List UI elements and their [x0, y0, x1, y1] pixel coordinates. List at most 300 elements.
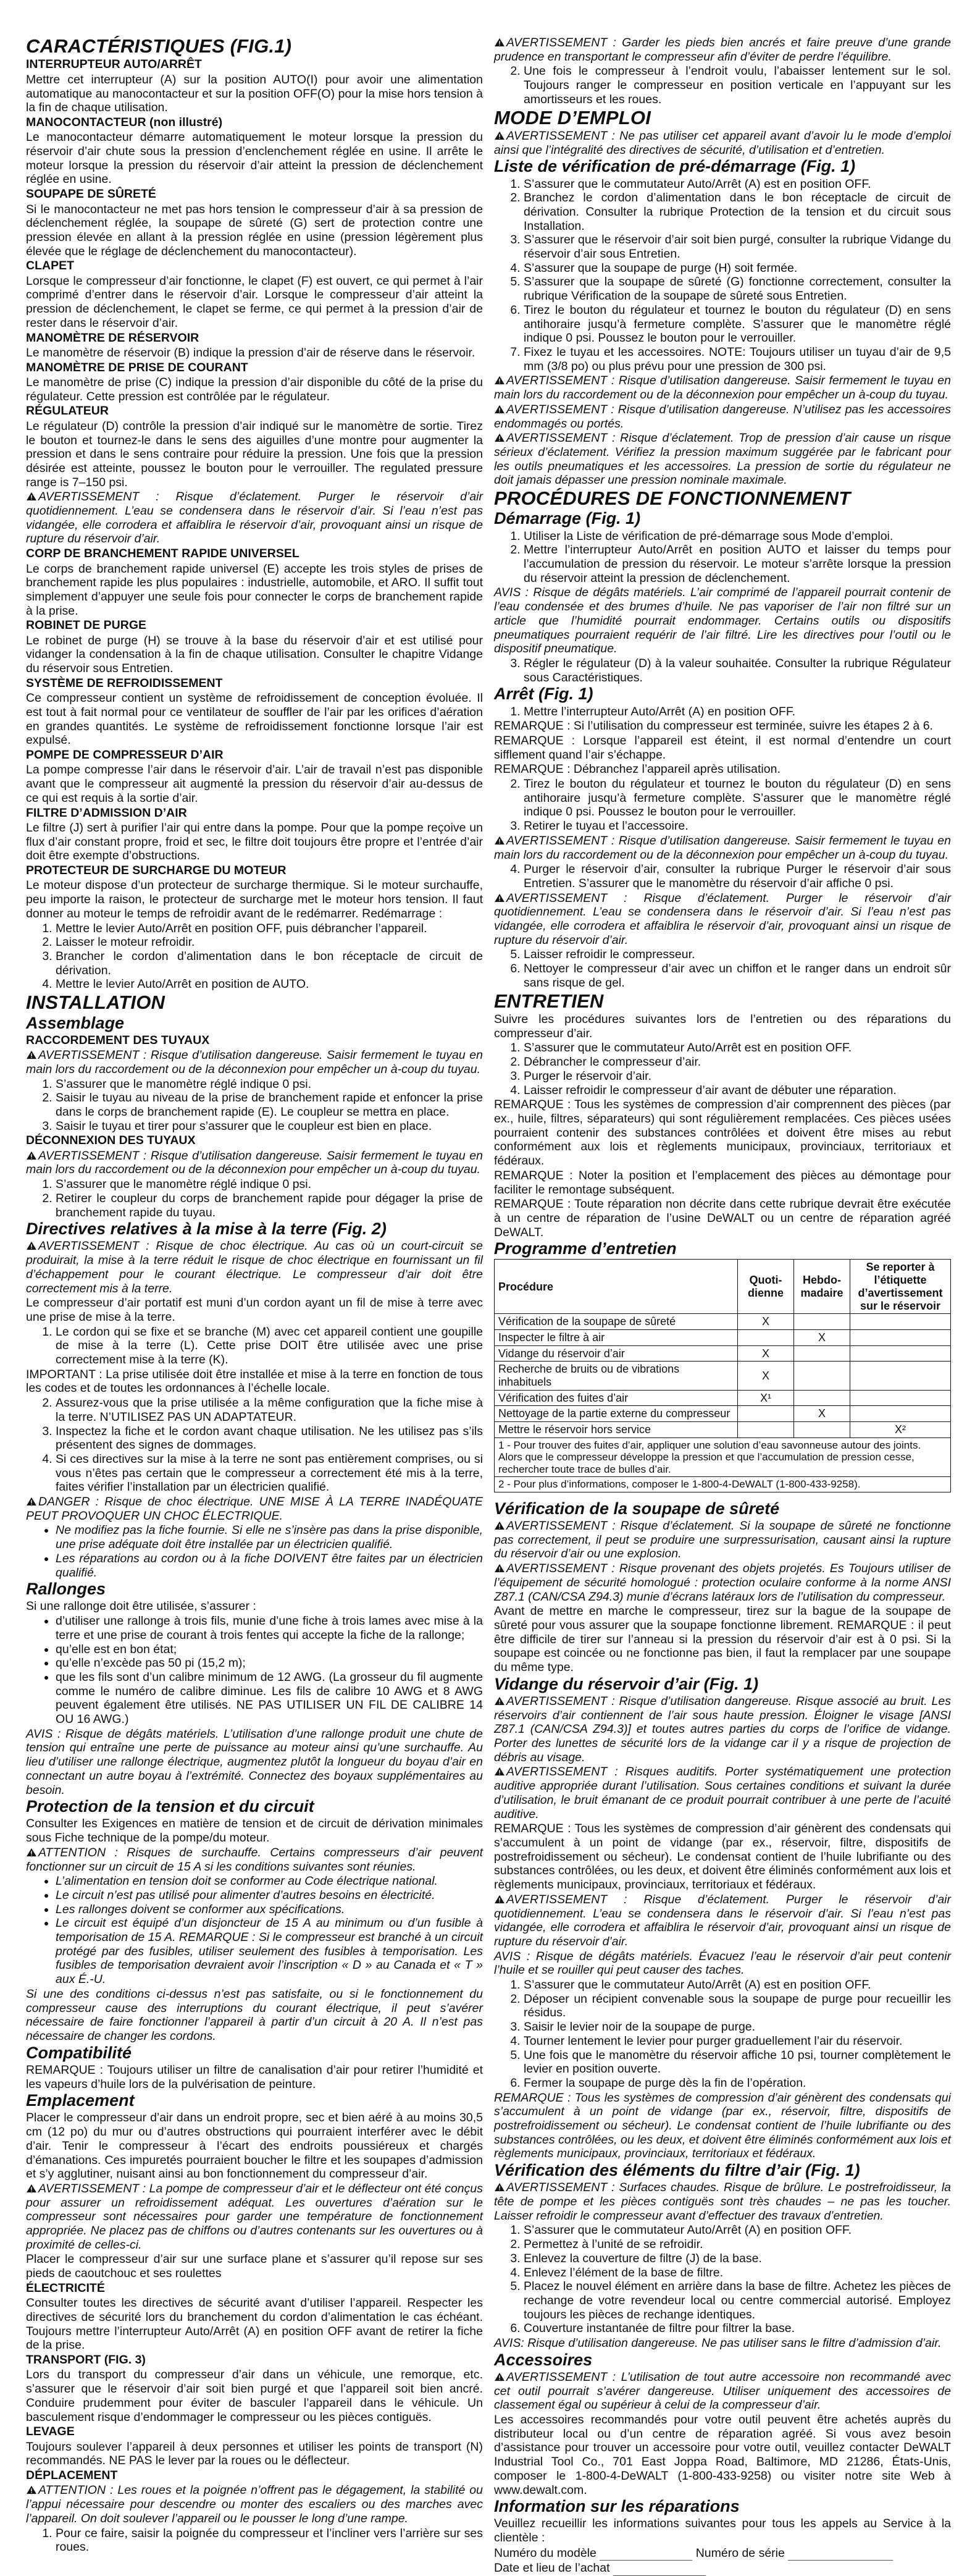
paragraph-text: AVIS : Risque de dégâts matériels. L’utilisation d’une rallonge produit une chute de tension qui entraîne une perte de puissance au moteur ainsi qu’une surchauffe. Au lieu d’utiliser une rallonge électrique, augmentez plutôt la longueur du boyau d’air en connectant un autre boyau à l’extrémité. Connectez des boyaux supplémentaires au besoin.: [26, 1727, 483, 1797]
list-item: 1. Utiliser la Liste de vérification de pré-démarrage sous Mode d’emploi.: [524, 529, 951, 544]
list-item: 2. Débrancher le compresseur d’air.: [524, 1055, 951, 1069]
warning-paragraph: [494, 2370, 951, 2412]
paragraph-text: Le filtre (J) sert à purifier l’air qui entre dans la pompe. Pour que la pompe reçoive un flux d’air constant propre, froid et sec, le filtre doit toujours être propre et l’entrée d’air doit être exempte d’obstructions.: [26, 820, 483, 863]
model-number-label: Numéro du modèle: [494, 2546, 597, 2560]
list-item: 4. Mettre le levier Auto/Arrêt en position de AUTO.: [56, 977, 483, 991]
paragraph-text: Si le manocontacteur ne met pas hors tension le compresseur d’air à sa pression de déclenchement réglée, la soupape de sûreté (G) sert de protection contre une pression élevée en allant à la pression réglée en usine (pression légèrement plus élevée que le réglage de déclenchement du manocontacteur).: [26, 202, 483, 258]
paragraph-text: ATTENTION : Risques de surchauffe. Certains compresseurs d’air peuvent fonctionner sur un circuit de 15 A si les conditions suivantes sont réunies.: [26, 1845, 483, 1874]
paragraph-text: AVERTISSEMENT : Ne pas utiliser cet appareil avant d’avoir lu le mode d’emploi ainsi que l’intégralité des directives de sécurité, d’utilisation et d’entretien.: [494, 128, 951, 157]
warning-paragraph: [494, 374, 951, 402]
body-paragraph: [494, 1098, 951, 1168]
list-item: 3. Retirer le tuyau et l’accessoire.: [524, 819, 951, 833]
table-cell-procedure: Recherche de bruits ou de vibrations inhabituels: [495, 1362, 738, 1390]
paragraph-text: Le compresseur d’air portatif est muni d’un cordon ayant un fil de mise à terre avec une prise de mise à la terre.: [26, 1296, 483, 1324]
warning-paragraph: [494, 1694, 951, 1765]
body-paragraph: [26, 562, 483, 618]
section-heading: Information sur les réparations: [494, 2497, 740, 2516]
list-item: 4. Laisser refroidir le compresseur d’air avant de débuter une réparation.: [524, 1084, 951, 1098]
body-paragraph: [494, 1604, 951, 1675]
list-item: 5. Placez le nouvel élément en arrière dans la base de filtre. Achetez les pièces de rechange de votre revendeur local ou centre commercial autorisé. Employez toujours les pièces de rechange identiques.: [524, 2279, 951, 2321]
table-cell-mark: X: [738, 1362, 794, 1390]
table-cell-mark: [850, 1390, 951, 1406]
section-heading: PROCÉDURES DE FONCTIONNEMENT: [494, 487, 851, 510]
list-item: 2. Permettez à l’unité de se refroidir.: [524, 2237, 951, 2252]
list-item: 3. Régler le régulateur (D) à la valeur souhaitée. Consulter la rubrique Régulateur sous Caractéristiques.: [524, 657, 951, 684]
list-item: 1. Mettre le levier Auto/Arrêt en position OFF, puis débrancher l’appareil.: [56, 922, 483, 936]
subsection-heading: RACCORDEMENT DES TUYAUX: [26, 1033, 210, 1047]
warning-triangle-icon: [26, 1050, 37, 1059]
list-item: 3. Brancher le cordon d’alimentation dans le bon réceptacle de circuit de dérivation.: [56, 949, 483, 977]
section-heading: CARACTÉRISTIQUES (FIG.1): [26, 35, 292, 57]
bullet-list: [26, 1614, 483, 1727]
body-paragraph: [26, 130, 483, 187]
service-info-row-1: [494, 2546, 951, 2561]
body-paragraph: [494, 2091, 951, 2161]
table-row: [495, 1362, 951, 1390]
paragraph-text: AVERTISSEMENT : Surfaces chaudes. Risque de brûlure. Le postrefroidisseur, la tête de pompe et les pièces contiguës sont très chaudes – ne pas les toucher. Laisser refroidir le compresseur avant d’effectuer des travaux d’entretien.: [494, 2181, 951, 2223]
numbered-list: [494, 1041, 951, 1097]
table-row: [495, 1422, 951, 1438]
table-row: [495, 1345, 951, 1362]
list-item: 2. Déposer un récipient convenable sous la soupape de purge pour recueillir les résidus.: [524, 1992, 951, 2020]
paragraph-text: REMARQUE : Toute réparation non décrite dans cette rubrique devrait être exécutée à un centre de réparation de l’usine DeWALT ou un centre de réparation agréé DeWALT.: [494, 1197, 951, 1239]
numbered-list: [494, 2223, 951, 2336]
table-cell-procedure: Vérification des fuites d’air: [495, 1390, 738, 1406]
paragraph-text: Toujours soulever l’appareil à deux personnes et utiliser les points de transport (N) recommandés. NE PAS le lever par la roues ou le déflecteur.: [26, 2439, 483, 2468]
subsection-heading: TRANSPORT (FIG. 3): [26, 2353, 146, 2367]
paragraph-text: Lorsque le compresseur d’air fonctionne, le clapet (F) est ouvert, ce qui permet à l’air comprimé d’entrer dans le réservoir d’air. Lorsque le compresseur d’air atteint la pression de déclenchement, le clapet se ferme, ce qui permet à la pression d’air de rester dans le réservoir d’air.: [26, 274, 483, 330]
subsection-heading: CORP DE BRANCHEMENT RAPIDE UNIVERSEL: [26, 547, 299, 561]
paragraph-text: AVERTISSEMENT : Risques auditifs. Porter systématiquement une protection auditive appropriée durant l’utilisation. Sous certaines conditions et suivant la durée d’utilisation, le bruit émanant de ce produit pourrait contribuer à une perte de l’acuité auditive.: [494, 1765, 951, 1821]
body-paragraph: [26, 763, 483, 805]
section-heading: Liste de vérification de pré-démarrage (Fig. 1): [494, 157, 856, 176]
paragraph-text: AVERTISSEMENT : Risque d’utilisation dangereuse. Saisir fermement le tuyau en main lors du raccordement ou de la déconnexion pour empêcher un à-coup du tuyau.: [494, 833, 951, 862]
warning-triangle-icon: [494, 1767, 505, 1776]
body-paragraph: [26, 274, 483, 330]
paragraph-text: REMARQUE : Lorsque l’appareil est éteint, il est normal d’entendre un court sifflement quand l’air s’échappe.: [494, 733, 951, 762]
warning-paragraph: [26, 1239, 483, 1295]
paragraph-text: AVERTISSEMENT : Risque d’utilisation dangereuse. Risque associé au bruit. Les réservoirs d’air contiennent de l’air sous haute pression. Éloigner le visage [ANSI Z87.1 (CAN/CSA Z94.3)] et toutes autres parties du corps de l’orifice de vidange. Porter des lunettes de sécurité lors de la vidange car il y a risque de projection de débris au visage.: [494, 1694, 951, 1764]
paragraph-text: REMARQUE : Tous les systèmes de compression d’air comprennent des pièces (par ex., huile, filtres, séparateurs) qui sont régulièrement remplacées. Ces pièces usées pourraient contenir des substances contrôlées et doivent être mises au rebut conformément aux lois et règlements municipaux, provinciaux, territoriaux et fédéraux.: [494, 1098, 951, 1168]
subsection-heading: MANOMÈTRE DE PRISE DE COURANT: [26, 360, 248, 374]
paragraph-text: REMARQUE : Si l’utilisation du compresseur est terminée, suivre les étapes 2 à 6.: [494, 719, 933, 733]
list-item: • qu’elle n’excède pas 50 pi (15,2 m);: [56, 1656, 483, 1670]
subsection-heading: SOUPAPE DE SÛRETÉ: [26, 187, 156, 201]
table-row: [495, 1314, 951, 1330]
list-item: • Les rallonges doivent se conformer aux spécifications.: [56, 1903, 483, 1917]
subsection-heading: CLAPET: [26, 259, 74, 273]
body-paragraph: [26, 1599, 483, 1614]
section-heading: Vérification de la soupape de sûreté: [494, 1499, 780, 1518]
numbered-list: [494, 177, 951, 374]
section-heading: Vidange du réservoir d’air (Fig. 1): [494, 1674, 759, 1693]
warning-paragraph: [494, 834, 951, 862]
paragraph-text: Le manocontacteur démarre automatiquement le moteur lorsque la pression du réservoir d’air chute sous la pression d’enclenchement réglée en usine. Il arrête le moteur lorsque la pression du réservoir d’air atteint la pression de déclenchement réglée en usine.: [26, 130, 483, 187]
section-heading: Compatibilité: [26, 2043, 132, 2062]
section-heading: Protection de la tension et du circuit: [26, 1797, 314, 1816]
body-paragraph: [494, 2336, 951, 2351]
warning-triangle-icon: [494, 405, 505, 414]
table-footnote: 2 - Pour plus d’informations, composer le 1-800-4-DeWALT (1-800-433-9258).: [495, 1477, 951, 1492]
schedule-header-daily: Quoti-dienne: [738, 1260, 794, 1314]
section-heading: Arrêt (Fig. 1): [494, 684, 593, 704]
body-paragraph: [26, 1727, 483, 1798]
subsection-heading: RÉGULATEUR: [26, 404, 109, 418]
paragraph-text: AVERTISSEMENT : Risque d’utilisation dangereuse. Saisir fermement le tuyau en main lors du raccordement ou de la déconnexion pour empêcher un à-coup du tuyau.: [494, 374, 951, 402]
paragraph-text: Consulter les Exigences en matière de tension et de circuit de dérivation minimales sous Fiche technique de la pompe/du moteur.: [26, 1817, 483, 1845]
section-heading: Démarrage (Fig. 1): [494, 509, 641, 528]
subsection-heading: LEVAGE: [26, 2425, 75, 2439]
paragraph-text: AVERTISSEMENT : Risque de choc électrique. Au cas où un court-circuit se produirait, la mise à la terre réduit le risque de choc électrique en fournissant un fil d’échappement pour le courant électrique. Le compresseur d’air doit être correctement mis à la terre.: [26, 1239, 483, 1295]
schedule-header-row: [495, 1260, 951, 1314]
paragraph-text: AVERTISSEMENT : Risque d’éclatement. Purger le réservoir d’air quotidiennement. L’eau se condensera dans le réservoir d’air. Si l’eau n’est pas vidangée, elle corrodera et affaiblira le réservoir d’air, provoquant ainsi un risque de rupture du réservoir d’air.: [494, 891, 951, 947]
warning-triangle-icon: [26, 1241, 37, 1250]
body-paragraph: [494, 1169, 951, 1197]
table-row: [495, 1406, 951, 1422]
paragraph-text: REMARQUE : Débranchez l’appareil après utilisation.: [494, 762, 781, 777]
subsection-heading: PROTECTEUR DE SURCHARGE DU MOTEUR: [26, 864, 287, 878]
list-item: 1. S’assurer que le commutateur Auto/Arrêt est en position OFF.: [524, 1041, 951, 1055]
paragraph-text: Le moteur dispose d’un protecteur de surcharge thermique. Si le moteur surchauffe, peu importe la raison, le protecteur de surcharge met le moteur hors tension. Il faut donner au moteur le temps de refroidir avant de le redémarrer. Redémarrage :: [26, 878, 483, 920]
body-paragraph: [26, 1817, 483, 1845]
warning-paragraph: [26, 2483, 483, 2525]
warning-paragraph: [494, 891, 951, 948]
serial-number-label: Numéro de série: [695, 2546, 785, 2560]
paragraph-text: AVERTISSEMENT : La pompe de compresseur d’air et le déflecteur ont été conçus pour assurer un refroidissement adéquat. Les ouvertures d’aération sur le compresseur sont nécessaires pour garder une température de fonctionnement appropriée. Ne placez pas de chiffons ou d’autres contenants sur les ouvertures ou à proximité de celles-ci.: [26, 2181, 483, 2252]
warning-triangle-icon: [494, 1895, 505, 1904]
schedule-header-weekly: Hebdo-madaire: [794, 1260, 850, 1314]
paragraph-text: Placer le compresseur d’air dans un endroit propre, sec et bien aéré à au moins 30,5 cm (12 po) du mur ou d’autres obstructions qui pourraient interférer avec le débit d’air. Tenir le compresseur à l’écart des endroits poussiéreux et chargés d’émanations. Ces impuretés pourraient boucher le filtre et les soupapes d’admission et s’y agglutiner, nuisant ainsi au bon fonctionnement du compresseur d’air.: [26, 2111, 483, 2181]
body-paragraph: [494, 586, 951, 656]
warning-triangle-icon: [494, 2182, 505, 2192]
body-paragraph: [26, 1296, 483, 1324]
bullet-list: [26, 1874, 483, 1987]
table-row: [495, 1329, 951, 1345]
table-cell-mark: [794, 1362, 850, 1390]
subsection-heading: MANOCONTACTEUR (non illustré): [26, 115, 223, 129]
table-note-row: [495, 1477, 951, 1492]
body-paragraph: [26, 376, 483, 403]
paragraph-text: AVERTISSEMENT : Risque d’éclatement. Purger le réservoir d’air quotidiennement. L’eau se condensera dans le réservoir d’air. Si l’eau n’est pas vidangée, elle corrodera et affaiblira le réservoir d’air, provoquant ainsi un risque de rupture du réservoir d’air.: [494, 1892, 951, 1948]
section-heading: Programme d’entretien: [494, 1239, 677, 1258]
warning-paragraph: [494, 36, 951, 64]
table-cell-mark: [850, 1329, 951, 1345]
paragraph-text: Consulter toutes les directives de sécurité avant d’utiliser l’appareil. Respecter les directives de sécurité lors du branchement du cordon d’alimentation le cas échéant. Toujours mettre l’interrupteur Auto/Arrêt (A) en position OFF avant de retirer la fiche de la prise.: [26, 2296, 483, 2352]
list-item: 5. S’assurer que la soupape de sûreté (G) fonctionne correctement, consulter la rubrique Vérification de la soupape de sûreté sous Entretien.: [524, 275, 951, 303]
subsection-heading: DÉCONNEXION DES TUYAUX: [26, 1134, 196, 1148]
table-cell-mark: X²: [850, 1422, 951, 1438]
warning-paragraph: [494, 1893, 951, 1949]
paragraph-text: AVIS: Risque d’utilisation dangereuse. Ne pas utiliser sans le filtre d’admission d’air.: [494, 2336, 942, 2351]
paragraph-text: REMARQUE : Toujours utiliser un filtre de canalisation d’air pour retirer l’humidité et les vapeurs d’huile lors de la pulvérisation de peinture.: [26, 2063, 483, 2091]
warning-paragraph: [26, 1048, 483, 1076]
body-paragraph: [494, 762, 951, 777]
schedule-body: [495, 1314, 951, 1492]
numbered-list: [494, 862, 951, 890]
paragraph-text: AVIS : Risque de dégâts matériels. L’air comprimé de l’appareil pourrait contenir de l’eau condensée et des brumes d’huile. Ne pas vaporiser de l’air non filtré sur un article que l’humidité pourrait endommager. Certains outils ou dispositifs pneumatiques pourraient requérir de l’air filtré. Lire les directives pour l’outil ou le dispositif pneumatique.: [494, 586, 951, 656]
paragraph-text: AVERTISSEMENT : Risque d’utilisation dangereuse. N’utilisez pas les accessoires endommagés ou portés.: [494, 402, 951, 431]
numbered-list: [494, 705, 951, 719]
table-row: [495, 1390, 951, 1406]
numbered-list: [26, 1325, 483, 1367]
warning-triangle-icon: [494, 1521, 505, 1530]
list-item: 2. Assurez-vous que la prise utilisée a la même configuration que la fiche mise à la terre. N’UTILISEZ PAS UN ADAPTATEUR.: [56, 1396, 483, 1424]
section-heading: Assemblage: [26, 1013, 125, 1032]
list-item: • qu’elle est en bon état;: [56, 1643, 483, 1657]
section-heading: Emplacement: [26, 2091, 135, 2110]
table-cell-mark: [794, 1314, 850, 1330]
service-info-row-2: [494, 2561, 951, 2575]
warning-triangle-icon: [494, 38, 505, 47]
warning-paragraph: [26, 1495, 483, 1523]
subsection-heading: ROBINET DE PURGE: [26, 618, 147, 633]
warning-triangle-icon: [494, 376, 505, 385]
serial-number-blank[interactable]: [788, 2549, 893, 2561]
table-cell-mark: [850, 1362, 951, 1390]
service-info-fields: [494, 2546, 951, 2576]
list-item: 4. Si ces directives sur la mise à la terre ne sont pas entièrement comprises, ou si vous n’êtes pas certain que le compresseur a correctement été mis à la terre, faites vérifier l’installation par un électricien qualifié.: [56, 1452, 483, 1494]
body-paragraph: [494, 2413, 951, 2497]
paragraph-text: Si une des conditions ci-dessus n’est pas satisfaite, ou si le fonctionnement du compresseur cause des interruptions du courant électrique, il peut s’avérer nécessaire de faire fonctionner l’appareil à partir d’un circuit à 20 A. Il n’est pas nécessaire de changer les cordons.: [26, 1987, 483, 2043]
table-cell-mark: [850, 1406, 951, 1422]
table-cell-mark: [738, 1406, 794, 1422]
list-item: 5. Laisser refroidir le compresseur.: [524, 948, 951, 962]
paragraph-text: Les accessoires recommandés pour votre outil peuvent être achetés auprès du distributeur local ou d’un centre de réparation agréé. Si vous avez besoin d’assistance pour trouver un accessoire pour votre outil, veuillez contacter DeWALT Industrial Tool Co., 701 East Joppa Road, Baltimore, MD 21286, États-Unis, composer le 1-800-4-DeWALT (1-800-433-9258) ou visiter notre site Web à www.dewalt.com.: [494, 2413, 951, 2497]
list-item: 4. Tourner lentement le levier pour purger graduellement l’air du réservoir.: [524, 2034, 951, 2048]
body-paragraph: [26, 2368, 483, 2424]
body-paragraph: [26, 2111, 483, 2181]
list-item: 2. Retirer le coupleur du corps de branchement rapide pour dégager la prise de branchement rapide du tuyau.: [56, 1192, 483, 1219]
table-cell-mark: [850, 1314, 951, 1330]
section-heading: ENTRETIEN: [494, 990, 604, 1012]
paragraph-text: Placer le compresseur d’air sur une surface plane et s’assurer qu’il repose sur ses pieds de caoutchouc et ses roulettes: [26, 2252, 483, 2281]
table-cell-procedure: Vidange du réservoir d’air: [495, 1345, 738, 1362]
table-cell-mark: X¹: [738, 1390, 794, 1406]
list-item: 3. S’assurer que le réservoir d’air soit bien purgé, consulter la rubrique Vidange du réservoir d’air sous Entretien.: [524, 233, 951, 261]
paragraph-text: Le régulateur (D) contrôle la pression d’air indiqué sur le manomètre de sortie. Tirez le bouton et tournez-le dans le sens des aiguilles d’une montre pour augmenter la pression et dans le sens contraire pour réduire la pression. Une fois que la pression désirée est atteinte, poussez le bouton pour le verrouiller. The regulated pressure range is 7–150 psi.: [26, 419, 483, 489]
right-column-bottom: [494, 1500, 951, 2545]
warning-triangle-icon: [494, 1696, 505, 1706]
table-cell-procedure: Nettoyage de la partie externe du compresseur: [495, 1406, 738, 1422]
list-item: 1. S’assurer que le commutateur Auto/Arrêt (A) est en position OFF.: [524, 177, 951, 192]
table-cell-procedure: Inspecter le filtre à air: [495, 1329, 738, 1345]
list-item: • Le circuit est équipé d’un disjoncteur de 15 A au minimum ou d’un fusible à temporisation de 15 A. REMARQUE : Si le compresseur est branché à un circuit protégé par des fusibles, utiliser seulement des fusibles à temporisation. Les fusibles de temporisation devraient avoir l’inscription « D » au Canada et « T » aux É.-U.: [56, 1916, 483, 1987]
section-heading: Accessoires: [494, 2350, 593, 2369]
warning-paragraph: [494, 2181, 951, 2223]
paragraph-text: AVERTISSEMENT : Risque d’éclatement. Purger le réservoir d’air quotidiennement. L’eau se condensera dans le réservoir d’air. Si l’eau n’est pas vidangée, elle corrodera et affaiblira le réservoir d’air, provoquant ainsi un risque de rupture du réservoir d’air.: [26, 490, 483, 546]
body-paragraph: [26, 1368, 483, 1395]
list-item: • d’utiliser une rallonge à trois fils, munie d’une fiche à trois lames avec mise à la terre et une prise de courant à trois fentes qui accepte la fiche de la rallonge;: [56, 1614, 483, 1642]
paragraph-text: Veuillez recueillir les informations suivantes pour tous les appels au Service à la clientèle :: [494, 2517, 951, 2545]
paragraph-text: AVERTISSEMENT : Garder les pieds bien ancrés et faire preuve d’une grande prudence en transportant le compresseur afin d’éviter de perdre l’équilibre.: [494, 36, 951, 64]
list-item: 3. Enlevez la couverture de filtre (J) de la base.: [524, 2252, 951, 2266]
table-cell-mark: [738, 1329, 794, 1345]
paragraph-text: Le corps de branchement rapide universel (E) accepte les trois styles de prises de branchement rapide les plus populaires : industrielle, automobile, et ARO. Il suffit tout simplement d’appuyer une seule fois pour connecter le corps de branchement rapide à la prise.: [26, 562, 483, 618]
list-item: 3. Saisir le levier noir de la soupape de purge.: [524, 2020, 951, 2034]
body-paragraph: [494, 719, 951, 733]
subsection-heading: ÉLECTRICITÉ: [26, 2281, 105, 2295]
body-paragraph: [26, 634, 483, 676]
subsection-heading: POMPE DE COMPRESSEUR D’AIR: [26, 748, 224, 762]
purchase-date-blank[interactable]: [613, 2564, 706, 2576]
section-heading: Directives relatives à la mise à la terre (Fig. 2): [26, 1219, 387, 1239]
list-item: • Le circuit n’est pas utilisé pour alimenter d’autres besoins en électricité.: [56, 1888, 483, 1903]
list-item: 1. S’assurer que le manomètre réglé indique 0 psi.: [56, 1077, 483, 1092]
body-paragraph: [26, 346, 483, 360]
right-column-top: [494, 36, 951, 1258]
table-cell-mark: [794, 1422, 850, 1438]
list-item: 3. Inspectez la fiche et le cordon avant chaque utilisation. Ne les utilisez pas s’ils présentent des signes de dommages.: [56, 1425, 483, 1452]
warning-paragraph: [26, 1846, 483, 1874]
paragraph-text: La pompe compresse l’air dans le réservoir d’air. L’air de travail n’est pas disponible avant que le compresseur ait augmenté la pression du réservoir d’air au-dessus de ce qui est requis à la sortie d’air.: [26, 763, 483, 805]
subsection-heading: INTERRUPTEUR AUTO/ARRÊT: [26, 57, 202, 72]
warning-paragraph: [26, 490, 483, 546]
warning-triangle-icon: [26, 492, 37, 501]
warning-triangle-icon: [26, 1151, 37, 1160]
paragraph-text: ATTENTION : Les roues et la poignée n’offrent pas le dégagement, la stabilité ou l’appui nécessaire pour descendre ou monter des escaliers ou des marches avec l’appareil. On doit soulever l’appareil ou le pousser le long d’une rampe.: [26, 2483, 483, 2525]
body-paragraph: [494, 734, 951, 762]
paragraph-text: Le manomètre de prise (C) indique la pression d’air disponible du côté de la prise du régulateur. Cette pression est contrôlée par le régulateur.: [26, 376, 483, 403]
numbered-list: [26, 2527, 483, 2554]
list-item: 2. Mettre l’interrupteur Auto/Arrêt en position AUTO et laisser du temps pour l’accumulation de pression du réservoir. Le moteur s’arrête lorsque la pression du réservoir atteint la pression de déclenchement.: [524, 543, 951, 585]
paragraph-text: Ce compresseur contient un système de refroidissement de conception évoluée. Il est tout à fait normal pour ce ventilateur de souffler de l’air par les orifices d’aération en grandes quantités. Le système de refroidissement fonctionne lorsque l’air est expulsé.: [26, 691, 483, 747]
numbered-list: [494, 529, 951, 586]
warning-triangle-icon: [494, 1564, 505, 1573]
warning-paragraph: [494, 1519, 951, 1561]
schedule-header-tank-label: Se reporter à l’étiquette d’avertissement sur le réservoir: [850, 1260, 951, 1314]
paragraph-text: REMARQUE : Tous les systèmes de compression d’air génèrent des condensats qui s’accumulent à un point de vidange (par ex., réservoir, filtre, dispositifs de postrefroidissement ou sécheur). Le condensat contient de l’huile lubrifiante ou des substances contrôlées, ou les deux, et doivent être éliminés conformément aux lois et règlements municipaux, provinciaux, territoriaux et fédéraux.: [494, 1822, 951, 1892]
list-item: 6. Fermer la soupape de purge dès la fin de l’opération.: [524, 2076, 951, 2090]
subsection-heading: FILTRE D’ADMISSION D’AIR: [26, 806, 187, 820]
numbered-list: [26, 922, 483, 992]
warning-triangle-icon: [26, 1848, 37, 1857]
body-paragraph: [26, 419, 483, 490]
paragraph-text: AVERTISSEMENT : Risque provenant des objets projetés. Es Toujours utiliser de l’équipement de sécurité homologué : protection oculaire conforme à la norme ANSI Z87.1 (CAN/CSA Z94.3) munie d’écrans latéraux lors de l’utilisation du compresseur.: [494, 1562, 951, 1604]
list-item: 2. Branchez le cordon d’alimentation dans le bon réceptacle de circuit de dérivation. Consulter la rubrique Protection de la tension et du circuit sous Installation.: [524, 191, 951, 233]
list-item: • Ne modifiez pas la fiche fournie. Si elle ne s’insère pas dans la prise disponible, une prise adéquate doit être installée par un électricien qualifié.: [56, 1523, 483, 1551]
numbered-list: [494, 1978, 951, 2090]
subsection-heading: SYSTÈME DE REFROIDISSEMENT: [26, 676, 223, 690]
table-cell-mark: [794, 1345, 850, 1362]
paragraph-text: AVERTISSEMENT : Risque d’éclatement. Trop de pression d’air cause un risque sérieux d’éclatement. Vérifiez la pression maximum suggérée par le fabricant pour les outils pneumatiques et les accessoires. La pression de sortie du régulateur ne doit jamais dépasser une pression nominale maximale.: [494, 431, 951, 487]
right-column: [494, 36, 951, 2576]
list-item: 3. Saisir le tuyau et tirer pour s’assurer que le coupleur est bien en place.: [56, 1119, 483, 1134]
list-item: 1. Pour ce faire, saisir la poignée du compresseur et l’incliner vers l’arrière sur ses roues.: [56, 2527, 483, 2554]
table-cell-procedure: Mettre le réservoir hors service: [495, 1422, 738, 1438]
model-number-blank[interactable]: [600, 2549, 692, 2561]
list-item: 7. Fixez le tuyau et les accessoires. NOTE: Toujours utiliser un tuyau d’air de 9,5 mm (3/8 po) ou plus prévu pour une pression de 300 psi.: [524, 345, 951, 373]
list-item: 1. Mettre l’interrupteur Auto/Arrêt (A) en position OFF.: [524, 705, 951, 719]
paragraph-text: REMARQUE : Tous les systèmes de compression d’air génèrent des condensats qui s’accumulent à un point de vidange (par ex., réservoir, filtre, dispositifs de postrefroidissement ou sécheur). Le condensat contient de l’huile lubrifiante ou des substances contrôlées, ou les deux, et doivent être éliminés conformément aux lois et règlements municipaux, provinciaux, territoriaux et fédéraux.: [494, 2090, 951, 2161]
body-paragraph: [494, 2517, 951, 2544]
numbered-list: [494, 777, 951, 833]
list-item: 2. Saisir le tuyau au niveau de la prise de branchement rapide et enfoncer la prise dans le corps de branchement rapide (E). Le coupleur se mettra en place.: [56, 1091, 483, 1119]
warning-paragraph: [494, 431, 951, 487]
warning-paragraph: [494, 1765, 951, 1821]
warning-paragraph: [494, 1562, 951, 1604]
list-item: 2. Une fois le compresseur à l’endroit voulu, l’abaisser lentement sur le sol. Toujours ranger le compresseur en position verticale en l’appuyant sur les amortisseurs et les roues.: [524, 64, 951, 106]
warning-triangle-icon: [494, 2372, 505, 2381]
list-item: 2. Tirez le bouton du régulateur et tournez le bouton du régulateur (D) en sens antihoraire jusqu’à fermeture complète. S’assurer que le manomètre réglé indique 0 psi. Poussez le bouton pour le verrouiller.: [524, 777, 951, 819]
body-paragraph: [494, 1822, 951, 1892]
list-item: 1. Le cordon qui se fixe et se branche (M) avec cet appareil contient une goupille de mise à la terre (L). Cette prise DOIT être utilisée avec une prise correctement mise à la terre (K).: [56, 1325, 483, 1367]
warning-paragraph: [26, 2182, 483, 2252]
warning-triangle-icon: [26, 2184, 37, 2193]
body-paragraph: [26, 2440, 483, 2468]
paragraph-text: REMARQUE : Noter la position et l’emplacement des pièces au démontage pour faciliter le remontage subséquent.: [494, 1168, 951, 1197]
table-cell-mark: [850, 1345, 951, 1362]
section-heading: INSTALLATION: [26, 991, 165, 1014]
paragraph-text: Lors du transport du compresseur d’air dans un véhicule, une remorque, etc. s’assurer que le réservoir d’air soit bien purgé et que l’appareil soit bien ancré. Conduire prudemment pour éviter de basculer l’appareil dans le véhicule. Un basculement risque d’endommager le compresseur ou les pièces contiguës.: [26, 2368, 483, 2424]
body-paragraph: [26, 203, 483, 259]
bullet-list: [26, 1523, 483, 1580]
schedule-header-procedure: Procédure: [495, 1260, 738, 1314]
warning-paragraph: [494, 403, 951, 431]
table-footnote: 1 - Pour trouver des fuites d’air, appliquer une solution d’eau savonneuse autour des joints. Alors que le compresseur développe la pression et que l’accumulation de pression cesse, rechercher toute trace de bulles d’air.: [495, 1437, 951, 1477]
body-paragraph: [26, 2063, 483, 2091]
warning-triangle-icon: [494, 433, 505, 442]
numbered-list: [494, 948, 951, 990]
table-cell-mark: X: [794, 1406, 850, 1422]
body-paragraph: [494, 1950, 951, 1977]
body-paragraph: [494, 1012, 951, 1040]
warning-paragraph: [494, 129, 951, 157]
table-cell-procedure: Vérification de la soupape de sûreté: [495, 1314, 738, 1330]
paragraph-text: AVIS : Risque de dégâts matériels. Évacuez l’eau le réservoir d’air peut contenir l’huile et se rouiller qui peut causer des taches.: [494, 1949, 951, 1977]
body-paragraph: [26, 878, 483, 920]
warning-triangle-icon: [494, 836, 505, 845]
paragraph-text: Le robinet de purge (H) se trouve à la base du réservoir d’air et est utilisé pour vidanger la condensation à la fin de chaque utilisation. Consulter le chapitre Vidange du réservoir sous Entretien.: [26, 633, 483, 676]
list-item: 4. S’assurer que la soupape de purge (H) soit fermée.: [524, 261, 951, 276]
subsection-heading: DÉPLACEMENT: [26, 2469, 118, 2483]
section-heading: Rallonges: [26, 1580, 106, 1599]
body-paragraph: [26, 821, 483, 863]
numbered-list: [26, 1077, 483, 1134]
maintenance-schedule-table: [494, 1259, 951, 1492]
paragraph-text: AVERTISSEMENT : Risque d’utilisation dangereuse. Saisir fermement le tuyau en main lors du raccordement ou de la déconnexion pour empêcher un à-coup du tuyau.: [26, 1048, 483, 1076]
body-paragraph: [494, 1197, 951, 1239]
table-cell-mark: [738, 1422, 794, 1438]
subsection-heading: MANOMÈTRE DE RÉSERVOIR: [26, 330, 199, 345]
list-item: 3. Purger le réservoir d’air.: [524, 1069, 951, 1084]
warning-paragraph: [26, 1149, 483, 1177]
paragraph-text: Si une rallonge doit être utilisée, s’assurer :: [26, 1599, 256, 1614]
paragraph-text: AVERTISSEMENT : Risque d’éclatement. Si la soupape de sûreté ne fonctionne pas correctement, il peut se produire une surpressurisation, causant ainsi la rupture du réservoir d’air ou une explosion.: [494, 1519, 951, 1561]
list-item: 6. Nettoyer le compresseur d’air avec un chiffon et le ranger dans un endroit sûr sans risque de gel.: [524, 962, 951, 990]
list-item: 1. S’assurer que le commutateur Auto/Arrêt (A) est en position OFF.: [524, 1978, 951, 1992]
paragraph-text: AVERTISSEMENT : Risque d’utilisation dangereuse. Saisir fermement le tuyau en main lors du raccordement ou de la déconnexion pour empêcher un à-coup du tuyau.: [26, 1148, 483, 1177]
warning-triangle-icon: [26, 2485, 37, 2494]
list-item: • que les fils sont d’un calibre minimum de 12 AWG. (La grosseur du fil augmente comme le numéro de calibre diminue. Les fils de calibre 10 AWG et 8 AWG peuvent également être utilisés. NE PAS UTILISER UN FIL DE CALIBRE 14 OU 16 AWG.): [56, 1670, 483, 1727]
body-paragraph: [26, 73, 483, 115]
table-cell-mark: X: [738, 1314, 794, 1330]
list-item: • Les réparations au cordon ou à la fiche DOIVENT être faites par un électricien qualifié.: [56, 1552, 483, 1580]
warning-triangle-icon: [26, 1497, 37, 1506]
numbered-list: [494, 64, 951, 106]
purchase-date-label: Date et lieu de l’achat: [494, 2561, 610, 2575]
list-item: 4. Purger le réservoir d’air, consulter la rubrique Purger le réservoir d’air sous Entretien. S’assurer que le manomètre du réservoir d’air affiche 0 psi.: [524, 862, 951, 890]
warning-triangle-icon: [494, 893, 505, 903]
table-cell-mark: X: [738, 1345, 794, 1362]
paragraph-text: Le manomètre de réservoir (B) indique la pression d’air de réserve dans le réservoir.: [26, 345, 475, 360]
left-column: [26, 36, 483, 2555]
paragraph-text: DANGER : Risque de choc électrique. UNE MISE À LA TERRE INADÉQUATE PEUT PROVOQUER UN CHOC ÉLECTRIQUE.: [26, 1495, 483, 1523]
list-item: • L’alimentation en tension doit se conformer au Code électrique national.: [56, 1874, 483, 1888]
paragraph-text: Mettre cet interrupteur (A) sur la position AUTO(I) pour avoir une alimentation automatique au manocontacteur et sur la position OFF(O) pour la mise hors tension à la fin de chaque utilisation.: [26, 72, 483, 115]
list-item: 6. Couverture instantanée de filtre pour filtrer la base.: [524, 2321, 951, 2336]
table-note-row: [495, 1437, 951, 1477]
numbered-list: [494, 657, 951, 684]
